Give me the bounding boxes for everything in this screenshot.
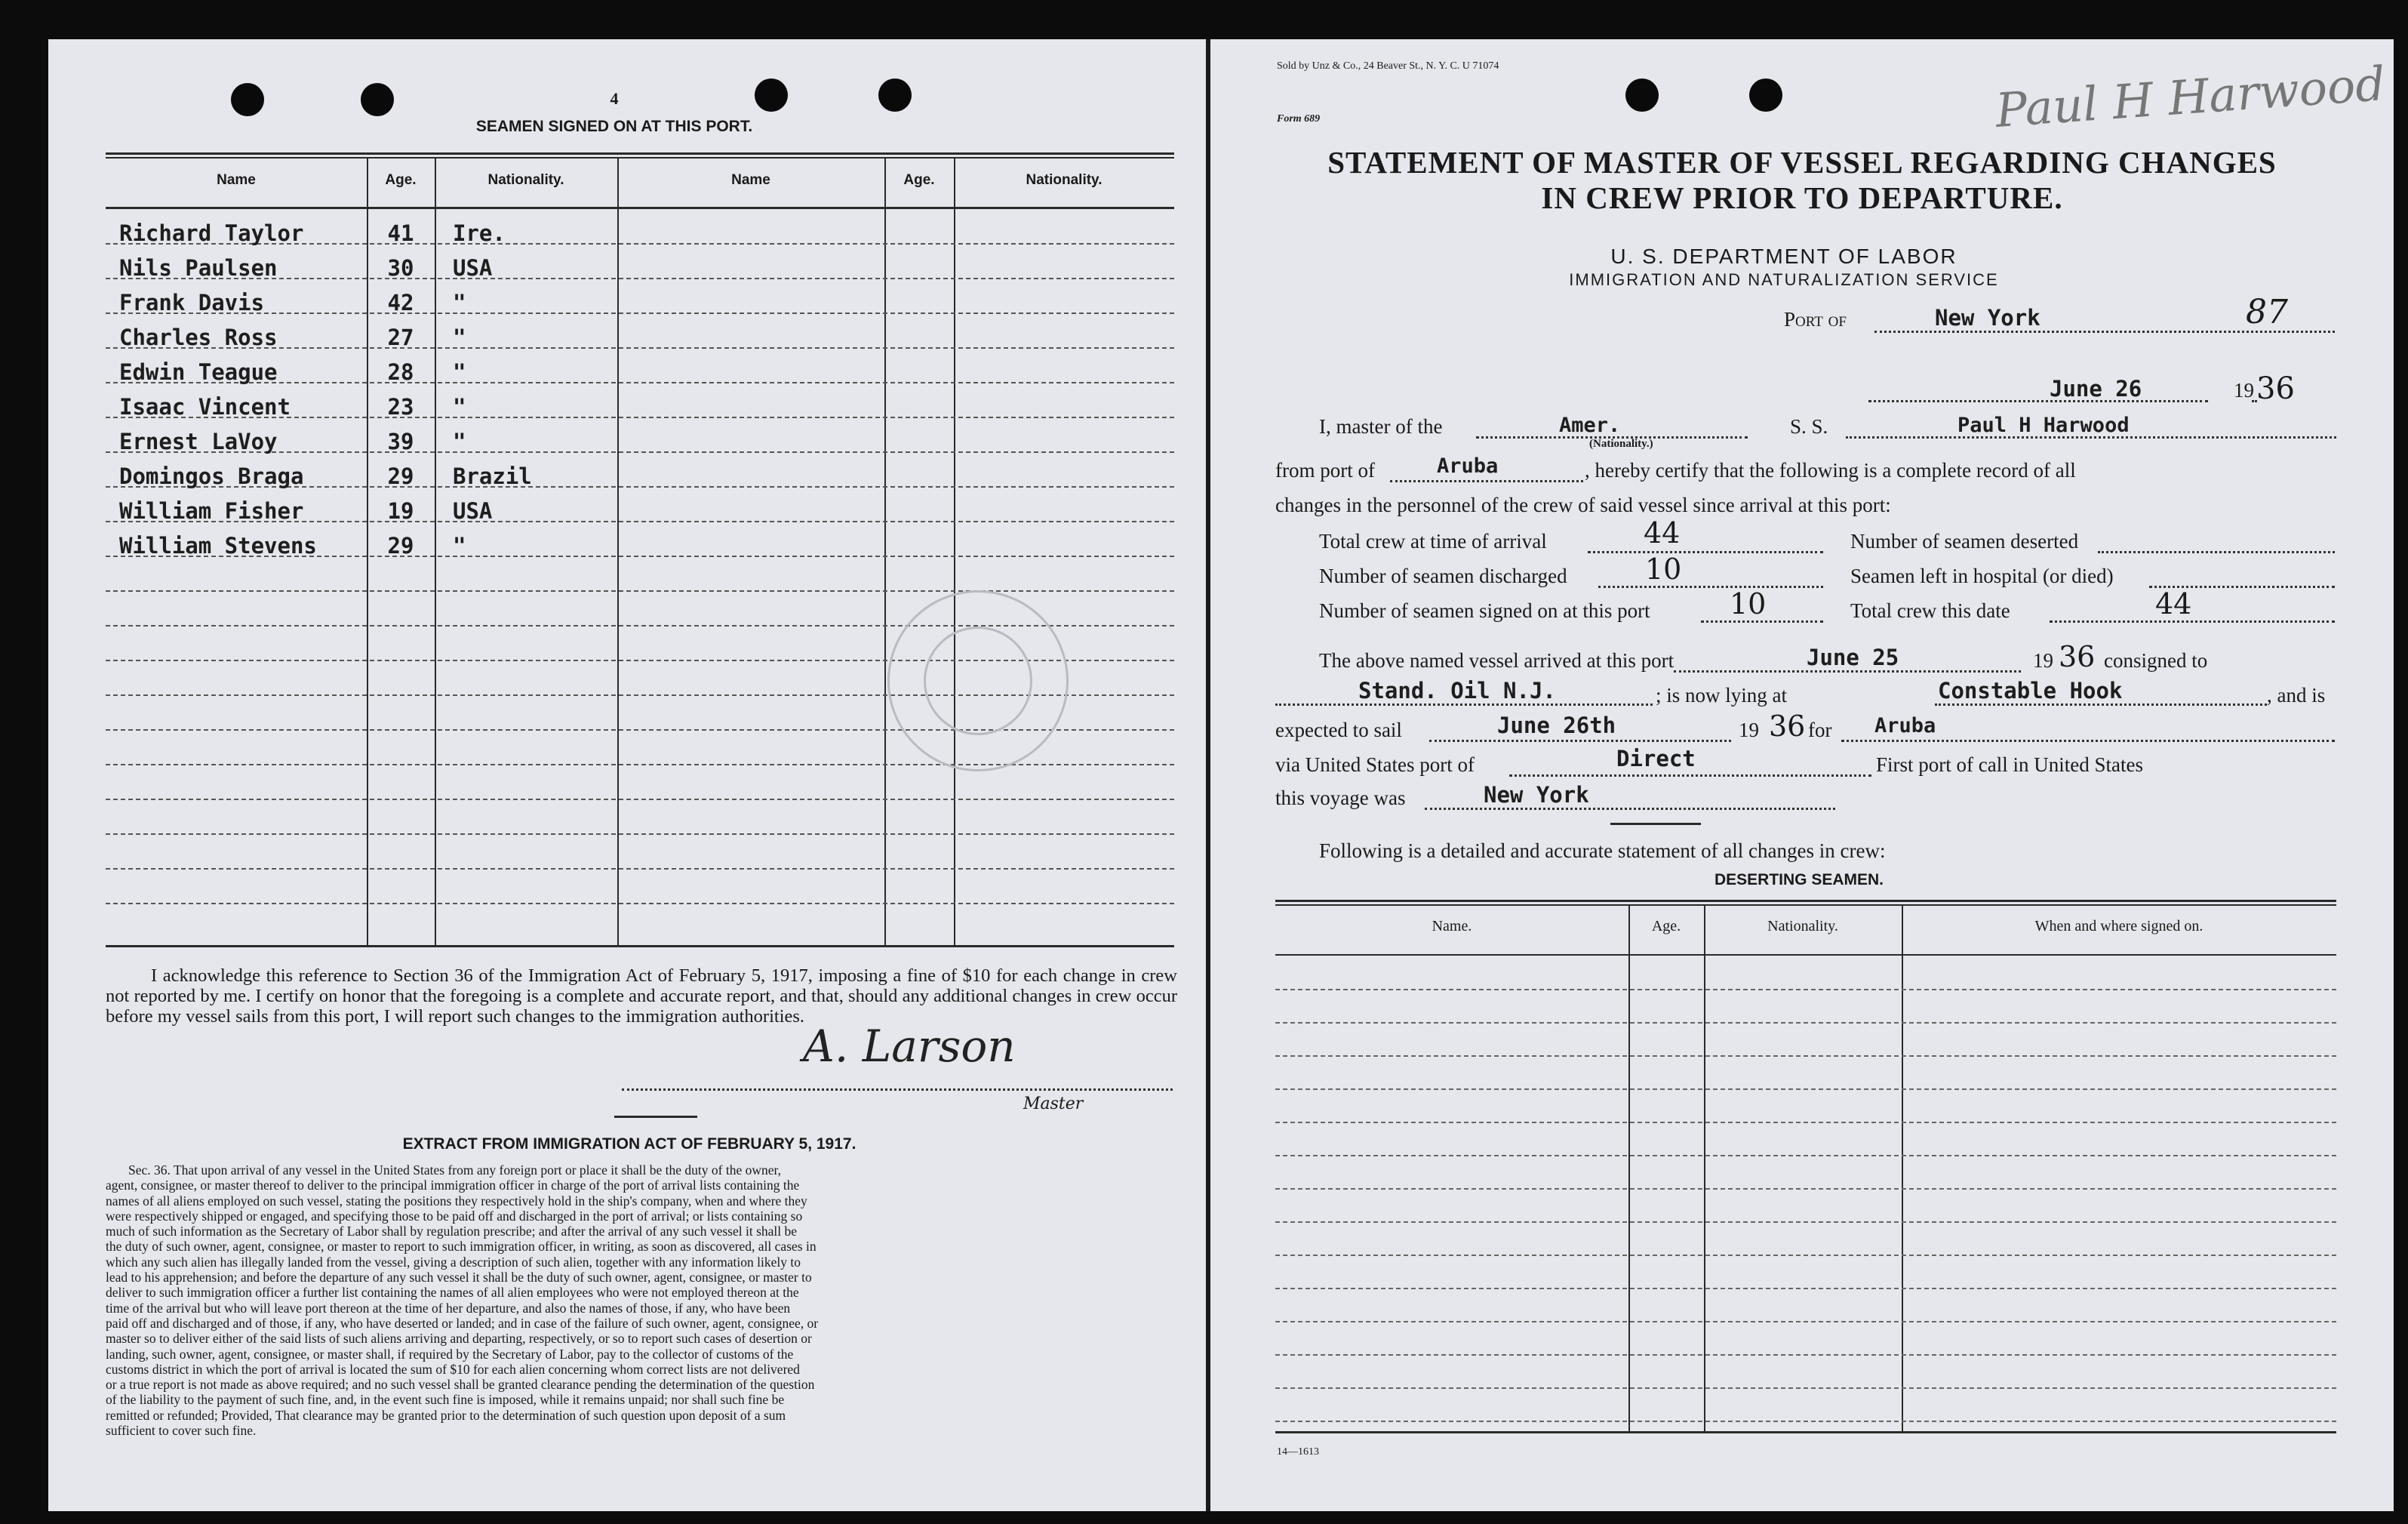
column-header: Age.	[385, 172, 417, 188]
seaman-age: 27	[387, 325, 414, 350]
table-row-line	[106, 590, 1174, 592]
this-voyage-label: this voyage was	[1275, 787, 1406, 809]
hospital-label: Seamen left in hospital (or died)	[1850, 565, 2114, 587]
total-crew-date-label: Total crew this date	[1850, 599, 2010, 622]
department-name: U. S. DEPARTMENT OF LABOR	[1610, 245, 1957, 268]
extract-line: of the liability to the payment of such fine, and, in the event such fine is imposed, while it remains unpaid; nor shall such fine be	[106, 1392, 785, 1408]
date-value: June 26	[2050, 376, 2142, 402]
column-header: Age.	[903, 172, 935, 188]
nationality-value: Amer.	[1559, 414, 1621, 437]
right-page	[1210, 39, 2394, 1511]
table-row-line	[106, 833, 1174, 835]
deserting-column-header: Age.	[1651, 918, 1681, 934]
form-number: Form 689	[1277, 113, 1321, 125]
arrived-year-prefix: 19	[2033, 649, 2053, 672]
expected-year: 36	[1769, 710, 1806, 743]
expected-year-prefix: 19	[1739, 719, 1759, 741]
destination-value: Aruba	[1874, 714, 1936, 737]
printer-line: Sold by Unz & Co., 24 Beaver St., N. Y. C. U 71074	[1277, 60, 1499, 72]
nationality-caption: (Nationality.)	[1589, 438, 1653, 450]
footer-code: 14—1613	[1277, 1446, 1319, 1458]
extract-line: lead to his apprehension; and before the departure of any such vessel it shall be the duty of such owner, agent, consignee, or master to	[106, 1270, 812, 1285]
seaman-name: Edwin Teague	[119, 359, 278, 385]
form-title-line1: STATEMENT OF MASTER OF VESSEL REGARDING CHANGES	[1327, 145, 2277, 180]
extract-line: or a true report is not made as above required; and no such vessel shall be granted clearance pending the determination of the question	[106, 1377, 815, 1393]
seaman-nationality: "	[453, 533, 466, 559]
seaman-nationality: "	[453, 290, 466, 316]
deserting-row-line	[1275, 1255, 2336, 1256]
port-number: 87	[2246, 293, 2288, 331]
column-header: Nationality.	[487, 172, 564, 188]
table-row-line	[106, 903, 1174, 904]
vessel-value: Paul H Harwood	[1957, 414, 2130, 437]
deserting-row-line	[1275, 1088, 2336, 1090]
via-port-value: Direct	[1616, 746, 1696, 771]
page-number: 4	[610, 89, 619, 108]
signed-on-label: Number of seamen signed on at this port	[1319, 599, 1650, 622]
table-row-line	[106, 312, 1174, 314]
punch-hole	[878, 79, 912, 112]
deserted-label: Number of seamen deserted	[1850, 530, 2079, 553]
left-page	[48, 39, 1206, 1511]
master-signature: A. Larson	[803, 1021, 1016, 1072]
extract-line: much of such information as the Secretary of Labor shall by regulation prescribe; and after the arrival of any such vessel it shall be	[106, 1224, 798, 1239]
master-caption: Master	[1023, 1095, 1084, 1113]
first-port-value: New York	[1484, 782, 1589, 808]
expected-label: expected to sail	[1275, 719, 1402, 741]
seaman-name: Nils Paulsen	[119, 255, 278, 281]
seaman-age: 30	[387, 255, 414, 281]
signed-on-value: 10	[1730, 587, 1767, 620]
consignee-value: Stand. Oil N.J.	[1358, 678, 1556, 704]
punch-hole	[755, 79, 788, 112]
total-crew-date-value: 44	[2155, 587, 2192, 620]
seaman-name: Domingos Braga	[119, 463, 304, 489]
extract-line: landing, such owner, agent, consignee, or master shall, if required by the Secretary of Labor, pay to the collector of customs of the	[106, 1346, 794, 1362]
via-label: via United States port of	[1275, 753, 1475, 776]
deserting-row-line	[1275, 1354, 2336, 1356]
handwritten-vessel-name: Paul H Harwood	[1994, 56, 2388, 138]
table-row-line	[106, 764, 1174, 765]
and-is-text: , and is	[2267, 684, 2326, 707]
from-port-label: from port of	[1275, 459, 1375, 482]
certify-text: , hereby certify that the following is a complete record of all	[1585, 459, 2076, 482]
service-name: IMMIGRATION AND NATURALIZATION SERVICE	[1569, 270, 1999, 289]
year-prefix: 19	[2234, 379, 2254, 402]
extract-line: customs district in which the port of arrival is located the sum of $10 for each alien concerning whom correct lists are not delivered	[106, 1361, 800, 1377]
seaman-nationality: "	[453, 325, 466, 350]
form-title	[1241, 145, 2363, 216]
seaman-age: 41	[387, 220, 414, 246]
discharged-label: Number of seamen discharged	[1319, 565, 1567, 587]
seaman-nationality: "	[453, 394, 466, 420]
arrived-year: 36	[2059, 640, 2096, 673]
extract-line: master so to deliver either of the said lists of such aliens arriving and departing, respectively, or so to report such cases of desertion or	[106, 1331, 812, 1347]
seaman-nationality: Ire.	[453, 220, 506, 246]
expected-date: June 26th	[1497, 713, 1616, 738]
seaman-nationality: "	[453, 359, 466, 385]
port-value: New York	[1935, 305, 2040, 331]
extract-line: the duty of such owner, agent, consignee, or master to report to such immigration officer, in writing, as soon as discovered, all cases in	[106, 1239, 817, 1255]
seaman-nationality: USA	[453, 498, 493, 524]
extract-title: EXTRACT FROM IMMIGRATION ACT OF FEBRUARY 5, 1917.	[402, 1135, 856, 1153]
seaman-name: Ernest LaVoy	[119, 429, 278, 454]
deserting-row-line	[1275, 1288, 2336, 1289]
seaman-name: Isaac Vincent	[119, 394, 291, 420]
total-crew-arrival-label: Total crew at time of arrival	[1319, 530, 1547, 553]
signed-on-heading: SEAMEN SIGNED ON AT THIS PORT.	[475, 118, 753, 135]
lying-label: ; is now lying at	[1656, 684, 1787, 707]
deserting-row-line	[1275, 1221, 2336, 1223]
seaman-age: 39	[387, 429, 414, 454]
consigned-label: consigned to	[2104, 649, 2208, 672]
punch-hole	[1625, 79, 1659, 112]
deserting-row-line	[1275, 1122, 2336, 1123]
extract-line: sufficient to cover such fine.	[106, 1423, 257, 1439]
deserting-row-line	[1275, 1421, 2336, 1422]
stamp-inner	[924, 627, 1032, 735]
seaman-age: 19	[387, 498, 414, 524]
deserting-row-line	[1275, 989, 2336, 990]
lying-at-value: Constable Hook	[1938, 678, 2123, 704]
seaman-nationality: "	[453, 429, 466, 454]
extract-line: agent, consignee, or master thereof to deliver to the principal immigration officer in charge of the port of arrival lists containing the	[106, 1178, 800, 1193]
arrived-label: The above named vessel arrived at this port	[1319, 649, 1675, 672]
punch-hole	[1749, 79, 1782, 112]
extract-text	[106, 1162, 1177, 1438]
seaman-age: 23	[387, 394, 414, 420]
deserting-row-line	[1275, 1155, 2336, 1156]
column-header: Name	[217, 172, 256, 188]
seaman-name: William Fisher	[119, 498, 304, 524]
deserting-row-line	[1275, 1022, 2336, 1024]
extract-line: time of the arrival but who will leave port thereon at the time of her departure, and also the names of those, if any, who have been	[106, 1300, 791, 1316]
deserting-row-line	[1275, 1188, 2336, 1190]
table-row-line	[106, 799, 1174, 800]
extract-line: Sec. 36. That upon arrival of any vessel in the United States from any foreign port or place it shall be the duty of the owner,	[128, 1162, 781, 1178]
deserting-row-line	[1275, 1321, 2336, 1322]
seaman-age: 29	[387, 533, 414, 559]
form-title-line2: IN CREW PRIOR TO DEPARTURE.	[1541, 180, 2063, 216]
ss-label: S. S.	[1790, 415, 1828, 438]
total-crew-arrival-value: 44	[1644, 516, 1681, 550]
following-text: Following is a detailed and accurate statement of all changes in crew:	[1319, 839, 1886, 862]
seaman-age: 28	[387, 359, 414, 385]
extract-line: paid off and discharged and of those, if any, who have deserted or landed; and in case of the failure of such owner, agent, consignee, or	[106, 1315, 819, 1331]
punch-hole	[361, 83, 394, 116]
deserting-column-header: Nationality.	[1767, 918, 1838, 934]
column-header: Name	[731, 172, 770, 188]
extract-line: deliver to such immigration officer a further list containing the names of all alien employees who were not employed thereon at the	[106, 1285, 799, 1301]
port-label: Port of	[1784, 308, 1847, 331]
for-label: for	[1808, 719, 1832, 741]
arrived-date: June 25	[1807, 645, 1899, 670]
table-row-line	[106, 868, 1174, 870]
deserting-row-line	[1275, 1055, 2336, 1057]
discharged-value: 10	[1645, 553, 1682, 586]
seaman-nationality: Brazil	[453, 463, 532, 489]
deserting-heading: DESERTING SEAMEN.	[1714, 871, 1884, 888]
seaman-name: Frank Davis	[119, 290, 265, 316]
seaman-name: William Stevens	[119, 533, 317, 559]
extract-line: remitted or refunded; Provided, That clearance may be granted prior to the determination of such question upon deposit of a sum	[106, 1407, 786, 1423]
extract-line: which any such alien has illegally landed from the vessel, giving a description of such alien, together with any information likely to	[106, 1254, 801, 1270]
year-value: 36	[2256, 371, 2295, 406]
from-port-value: Aruba	[1437, 454, 1499, 478]
master-of-label: I, master of the	[1319, 415, 1443, 438]
changes-text: changes in the personnel of the crew of said vessel since arrival at this port:	[1275, 494, 1891, 516]
punch-hole	[231, 83, 264, 116]
seaman-nationality: USA	[453, 255, 493, 281]
extract-line: names of all aliens employed on such vessel, stating the positions they respectively hold in the ship's company, when and where they	[106, 1193, 807, 1208]
seaman-age: 29	[387, 463, 414, 489]
column-header: Nationality.	[1026, 172, 1103, 188]
seaman-age: 42	[387, 290, 414, 316]
acknowledgment-text: I acknowledge this reference to Section 36 of the Immigration Act of February 5, 1917, imposing a fine of $10 for each change in crew not reported by me. I certify on honor that the foregoing is a complete and accurate report, and that, should any additional changes in crew occur before my vessel sails from this port, I will report such changes to the immigration authorities.	[106, 965, 1177, 1027]
deserting-row-line	[1275, 1387, 2336, 1389]
seaman-name: Richard Taylor	[119, 220, 304, 246]
deserting-column-header: Name.	[1432, 918, 1472, 934]
extract-line: were respectively shipped or engaged, and specifying those to be paid off and discharged in the port of arrival; or lists containing so	[106, 1208, 803, 1224]
deserting-column-header: When and where signed on.	[2034, 918, 2203, 934]
first-port-label: First port of call in United States	[1876, 753, 2143, 776]
seaman-name: Charles Ross	[119, 325, 278, 350]
